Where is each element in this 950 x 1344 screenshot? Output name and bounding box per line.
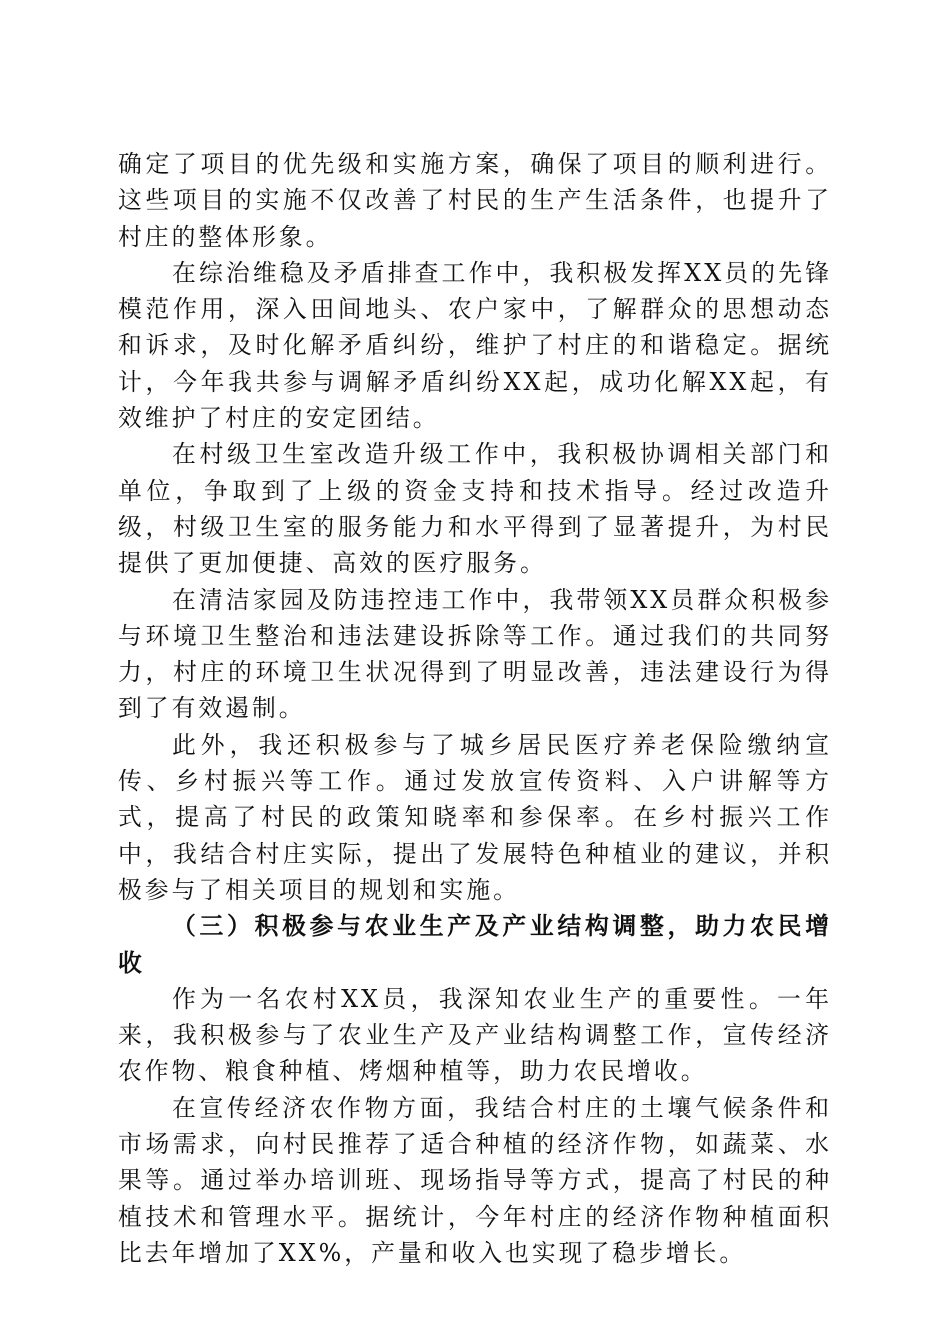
- document-body: [118, 146, 832, 1271]
- paragraph-4: 在清洁家园及防违控违工作中，我带领XX员群众积极参与环境卫生整治和违法建设拆除等工作。通过我们的共同努力，村庄的环境卫生状况得到了明显改善，违法建设行为得到了有效遏制。: [118, 585, 832, 723]
- paragraph-5: 此外，我还积极参与了城乡居民医疗养老保险缴纳宣传、乡村振兴等工作。通过发放宣传资料、入户讲解等方式，提高了村民的政策知晓率和参保率。在乡村振兴工作中，我结合村庄实际，提出了发展特色种植业的建议，并积极参与了相关项目的规划和实施。: [118, 730, 832, 904]
- paragraph-3: 在村级卫生室改造升级工作中，我积极协调相关部门和单位，争取到了上级的资金支持和技术指导。经过改造升级，村级卫生室的服务能力和水平得到了显著提升，为村民提供了更加便捷、高效的医疗服务。: [118, 440, 832, 578]
- paragraph-2: 在综治维稳及矛盾排查工作中，我积极发挥XX员的先锋模范作用，深入田间地头、农户家中，了解群众的思想动态和诉求，及时化解矛盾纠纷，维护了村庄的和谐稳定。据统计，今年我共参与调解矛盾纠纷XX起，成功化解XX起，有效维护了村庄的安定团结。: [118, 258, 832, 433]
- paragraph-7: 在宣传经济农作物方面，我结合村庄的土壤气候条件和市场需求，向村民推荐了适合种植的经济作物，如蔬菜、水果等。通过举办培训班、现场指导等方式，提高了村民的种植技术和管理水平。据统计，今年村庄的经济作物种植面积比去年增加了XX%，产量和收入也实现了稳步增长。: [118, 1093, 832, 1267]
- paragraph-1: 确定了项目的优先级和实施方案，确保了项目的顺利进行。这些项目的实施不仅改善了村民的生产生活条件，也提升了村庄的整体形象。: [118, 150, 832, 251]
- paragraph-6: 作为一名农村XX员，我深知农业生产的重要性。一年来，我积极参与了农业生产及产业结构调整工作，宣传经济农作物、粮食种植、烤烟种植等，助力农民增收。: [118, 984, 832, 1086]
- section-heading: （三）积极参与农业生产及产业结构调整，助力农民增收: [118, 912, 832, 977]
